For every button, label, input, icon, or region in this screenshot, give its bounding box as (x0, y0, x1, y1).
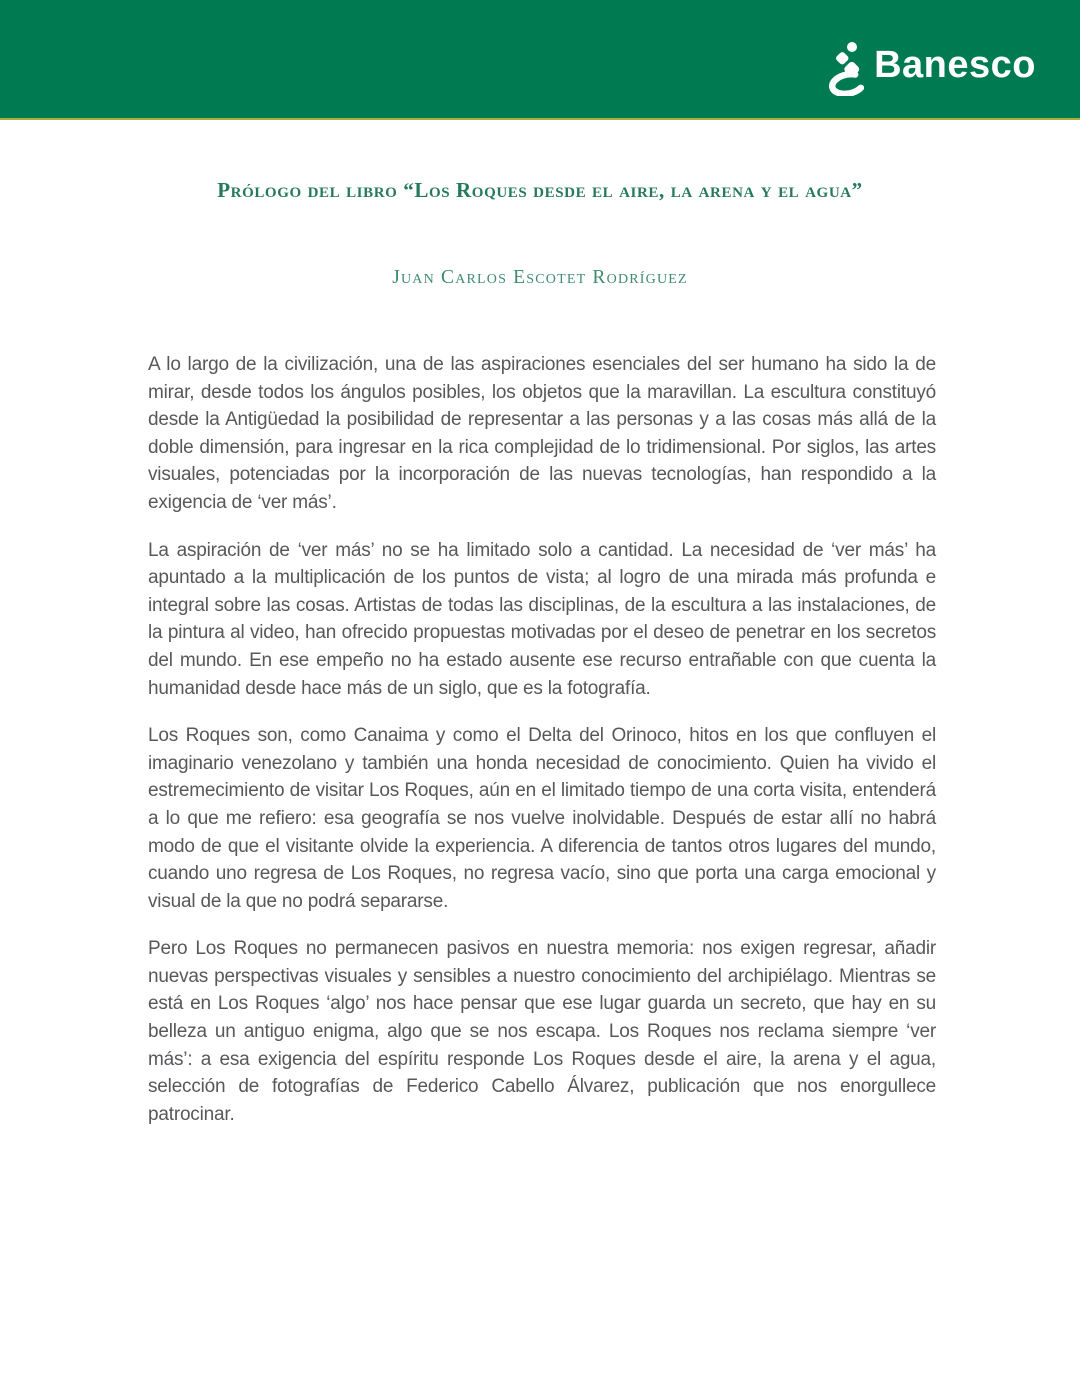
paragraph: Pero Los Roques no permanecen pasivos en nuestra memoria: nos exigen regresar, añadir nuevas perspectivas visuales y sensibles a nuestro conocimiento del archipiélago. Mientras se está en Los Roques ‘algo’ nos hace pensar que ese lugar guarda un secreto, que hay en su belleza un antiguo enigma, algo que se nos escapa. Los Roques nos reclama siempre ‘ver más’: a esa exigencia del espíritu responde Los Roques desde el aire, la arena y el agua, selección de fotografías de Federico Cabello Álvarez, publicación que nos enorgullece patrocinar. (148, 938, 936, 1125)
brand-wordmark: Banesco (874, 44, 1036, 86)
banesco-logo (828, 40, 1036, 96)
paragraph: A lo largo de la civilización, una de las aspiraciones esenciales del ser humano ha sido la de mirar, desde todos los ángulos posibles, los objetos que la maravillan. La escultura constituyó desde la Antigüedad la posibilidad de representar a las personas y a las cosas más allá de la doble dimensión, para ingresar en la rica complejidad de lo tridimensional. Por siglos, las artes visuales, potenciadas por la incorporación de las nuevas tecnologías, han respondido a la exigencia de ‘ver más’. (148, 354, 936, 513)
banesco-pebbles-icon (828, 40, 870, 96)
paragraph: Los Roques son, como Canaima y como el Delta del Orinoco, hitos en los que confluyen el imaginario venezolano y también una honda necesidad de conocimiento. Quien ha vivido el estremecimiento de visitar Los Roques, aún en el limitado tiempo de una corta visita, entenderá a lo que me refiero: esa geografía se nos vuelve inolvidable. Después de estar allí no habrá modo de que el visitante olvide la experiencia. A diferencia de tantos otros lugares del mundo, cuando uno regresa de Los Roques, no regresa vacío, sino que porta una carga emocional y visual de la que no podrá separarse. (148, 725, 936, 912)
document-content (0, 120, 1080, 1128)
paragraph: La aspiración de ‘ver más’ no se ha limitado solo a cantidad. La necesidad de ‘ver más’ ha apuntado a la multiplicación de los puntos de vista; al logro de una mirada más profunda e integral sobre las cosas. Artistas de todas las disciplinas, de la escultura a las instalaciones, de la pintura al video, han ofrecido propuestas motivadas por el deseo de penetrar en los secretos del mundo. En ese empeño no ha estado ausente ese recurso entrañable con que cuenta la humanidad desde hace más de un siglo, que es la fotografía. (148, 539, 936, 699)
author-byline: Juan Carlos Escotet Rodríguez (392, 267, 688, 288)
page-title: Prólogo del libro “Los Roques desde el aire, la arena y el agua” (217, 178, 863, 202)
body-text (148, 351, 936, 1128)
header-band (0, 0, 1080, 120)
